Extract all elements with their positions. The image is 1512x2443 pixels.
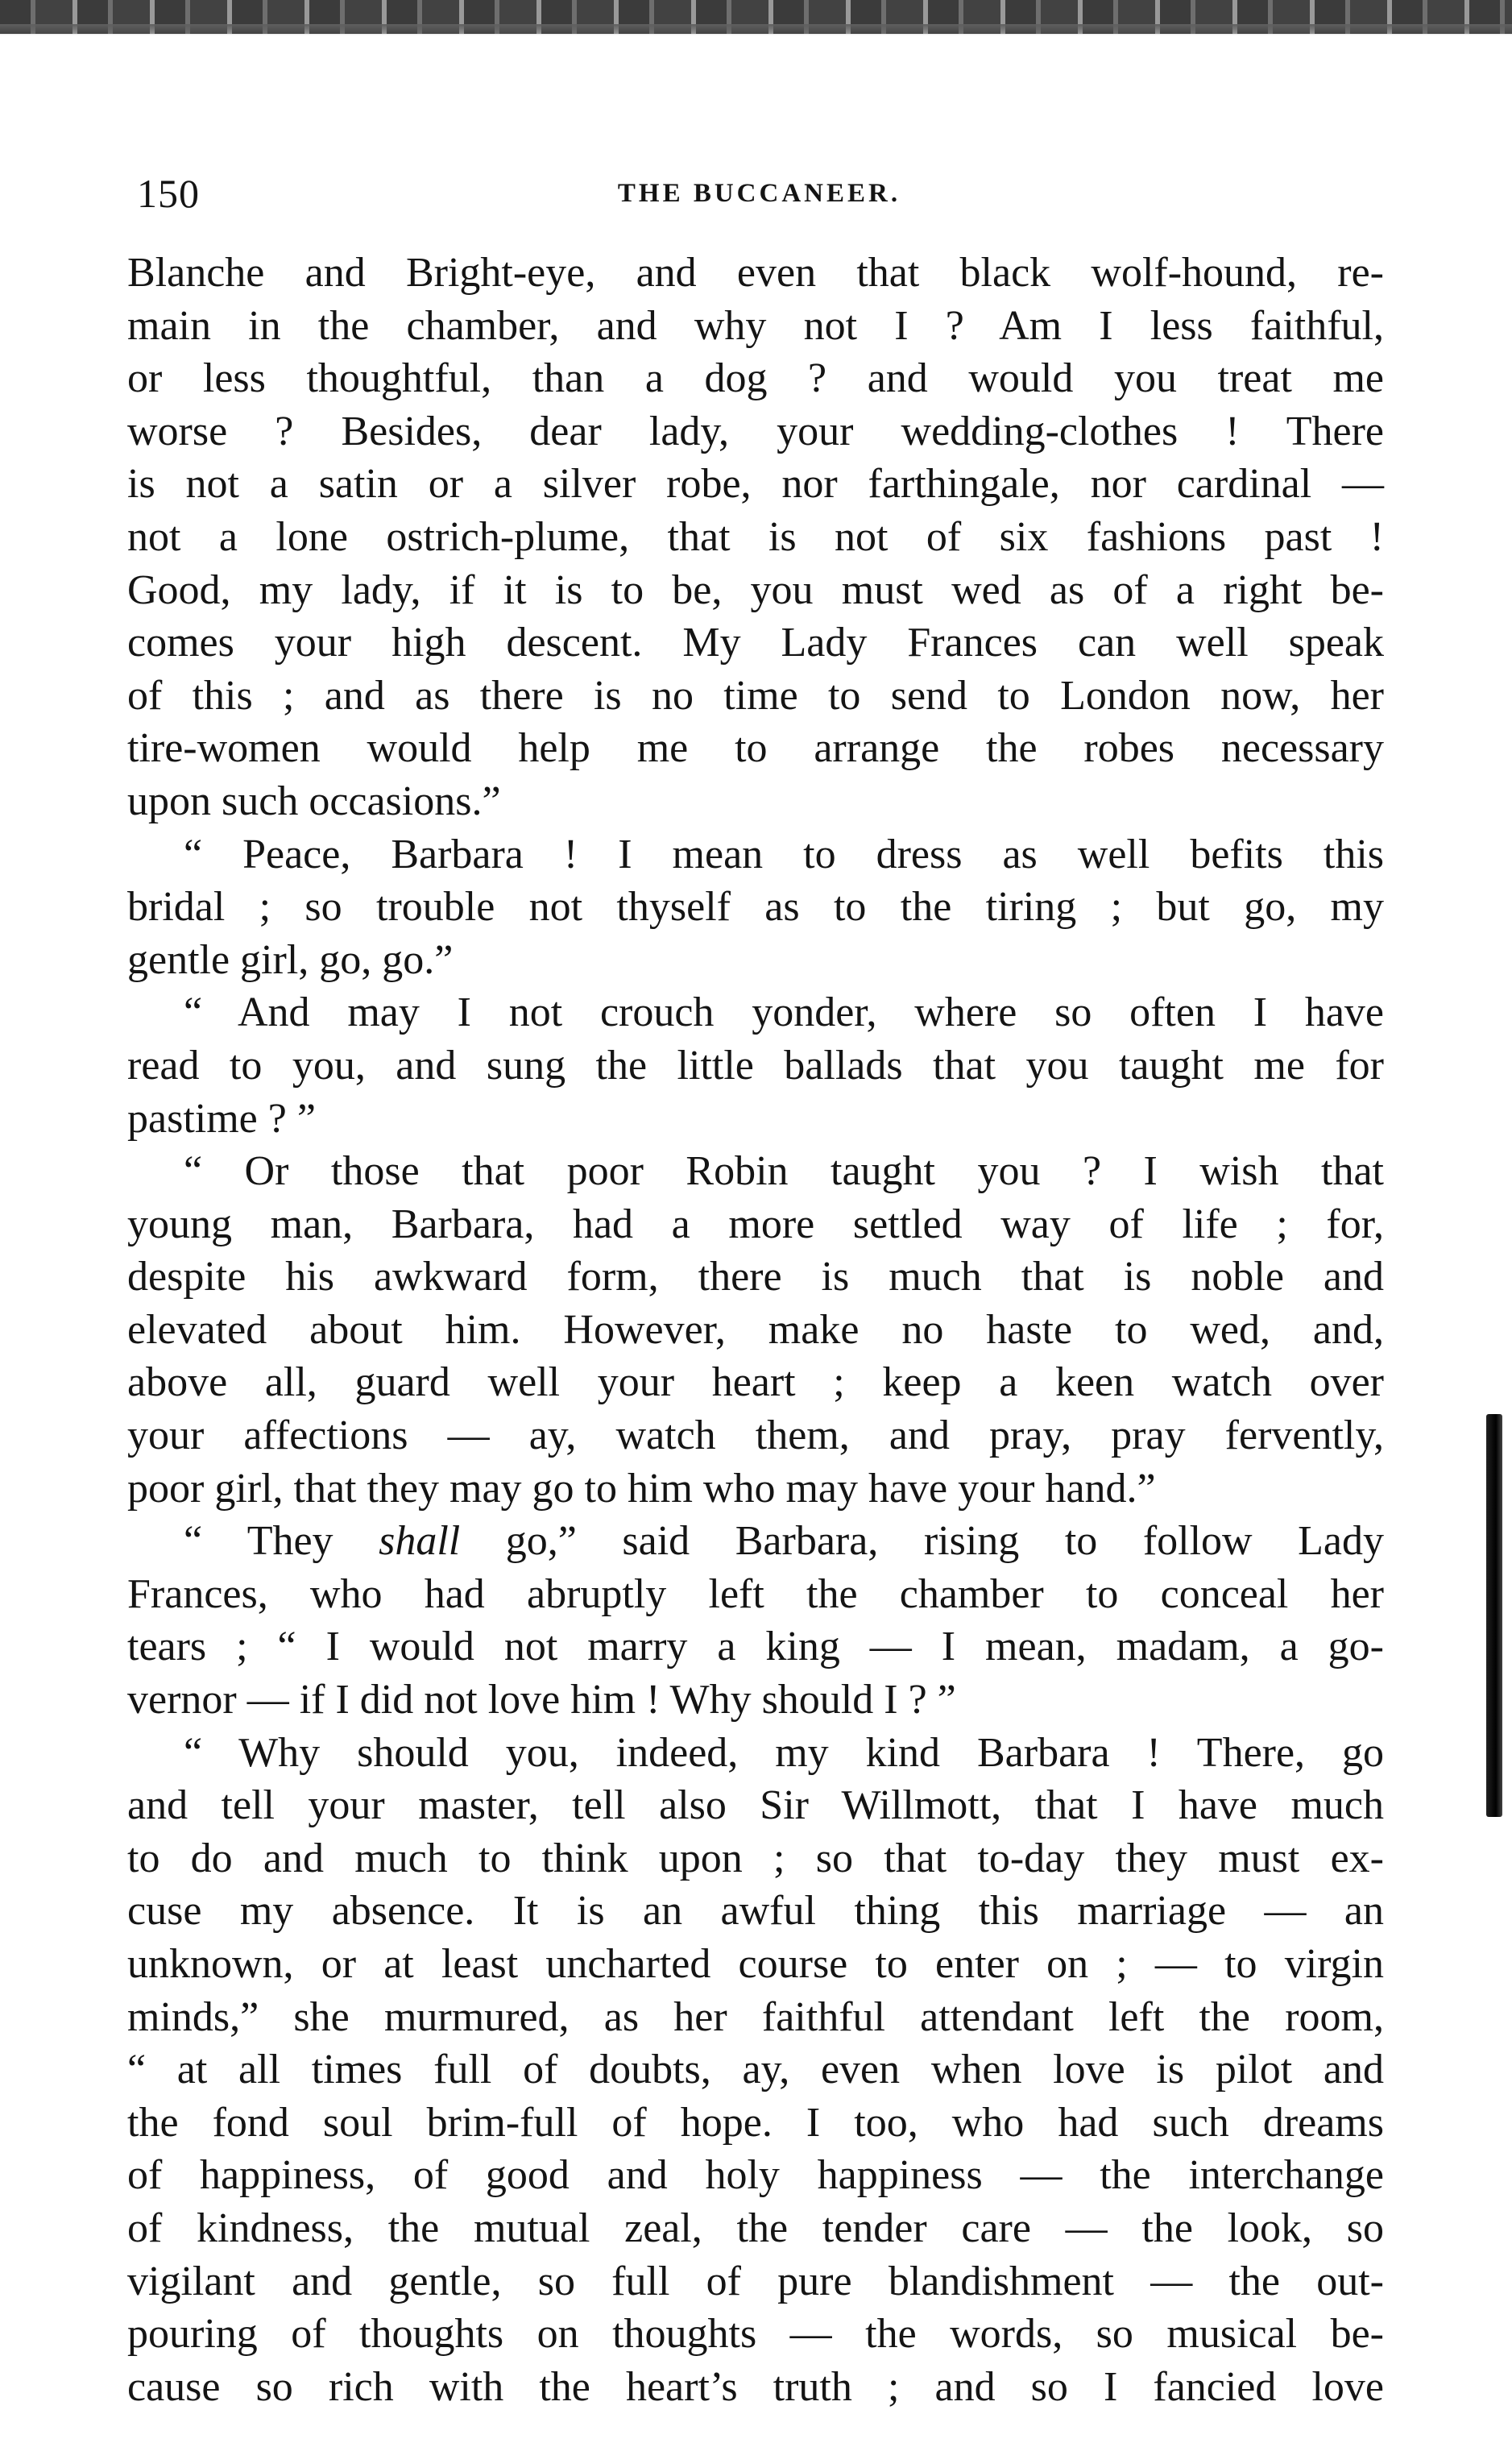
text-line: read to you, and sung the little ballads that you taught me for bbox=[127, 1042, 1384, 1089]
text-line: worse ? Besides, dear lady, your wedding-clothes ! There bbox=[127, 408, 1384, 454]
text-line: “ Peace, Barbara ! I mean to dress as well befits this bbox=[184, 831, 1384, 877]
text-line: “ And may I not crouch yonder, where so often I have bbox=[184, 989, 1384, 1036]
body-text bbox=[127, 247, 1384, 2413]
text-line: “ at all times full of doubts, ay, even when love is pilot and bbox=[127, 2047, 1384, 2093]
text-line: vigilant and gentle, so full of pure blandishment — the out- bbox=[127, 2258, 1384, 2304]
text-line: Good, my lady, if it is to be, you must wed as of a right be- bbox=[127, 566, 1384, 613]
text-line: “ Or those that poor Robin taught you ? I wish that bbox=[184, 1148, 1384, 1195]
text-line: tire-women would help me to arrange the robes necessary bbox=[127, 725, 1384, 772]
text-line: minds,” she murmured, as her faithful attendant left the room, bbox=[127, 1993, 1384, 2040]
text-line: gentle girl, go, go.” bbox=[127, 936, 454, 983]
page-header bbox=[137, 161, 1382, 226]
text-line: vernor — if I did not love him ! Why should I ? ” bbox=[127, 1677, 956, 1723]
scan-edge-artifact bbox=[0, 0, 1512, 34]
text-line: unknown, or at least uncharted course to enter on ; — to virgin bbox=[127, 1941, 1384, 1987]
text-line: bridal ; so trouble not thyself as to the tiring ; but go, my bbox=[127, 884, 1384, 931]
text-line: “ Why should you, indeed, my kind Barbara ! There, go bbox=[184, 1729, 1384, 1776]
text-line: poor girl, that they may go to him who may have your hand.” bbox=[127, 1465, 1156, 1512]
text-line-segment: “ They bbox=[184, 1518, 379, 1565]
text-line: above all, guard well your heart ; keep a keen watch over bbox=[127, 1359, 1384, 1406]
text-line: young man, Barbara, had a more settled way of life ; for, bbox=[127, 1201, 1384, 1247]
text-line: the fond soul brim-full of hope. I too, who had such dreams bbox=[127, 2099, 1384, 2146]
text-line: of happiness, of good and holy happiness — the interchange bbox=[127, 2152, 1384, 2199]
text-line: pouring of thoughts on thoughts — the words, so musical be- bbox=[127, 2311, 1384, 2358]
text-line bbox=[127, 1515, 1384, 1568]
text-line: elevated about him. However, make no haste to wed, and, bbox=[127, 1306, 1384, 1353]
text-line: cause so rich with the heart’s truth ; and so I fancied love bbox=[127, 2363, 1384, 2410]
text-line: not a lone ostrich-plume, that is not of six fashions past ! bbox=[127, 513, 1384, 560]
text-line: of this ; and as there is no time to send to London now, her bbox=[127, 672, 1384, 719]
text-line: Frances, who had abruptly left the chamber to conceal her bbox=[127, 1570, 1384, 1617]
text-line: is not a satin or a silver robe, nor farthingale, nor cardinal — bbox=[127, 461, 1384, 508]
running-head: THE BUCCANEER. bbox=[617, 179, 901, 208]
text-line: pastime ? ” bbox=[127, 1095, 316, 1142]
scan-margin-mark bbox=[1486, 1414, 1502, 1817]
text-line: to do and much to think upon ; so that to-day they must ex- bbox=[127, 1835, 1384, 1881]
text-line: your affections — ay, watch them, and pray, pray fervently, bbox=[127, 1412, 1384, 1459]
text-line: and tell your master, tell also Sir Willmott, that I have much bbox=[127, 1782, 1384, 1829]
text-line-segment: go,” said Barbara, rising to follow Lady bbox=[460, 1518, 1385, 1565]
text-line: upon such occasions.” bbox=[127, 778, 501, 824]
text-line: or less thoughtful, than a dog ? and would you treat me bbox=[127, 355, 1384, 402]
text-line: comes your high descent. My Lady Frances can well speak bbox=[127, 620, 1384, 666]
text-line: main in the chamber, and why not I ? Am I less faithful, bbox=[127, 302, 1384, 349]
text-line: tears ; “ I would not marry a king — I mean, madam, a go- bbox=[127, 1624, 1384, 1670]
text-line: cuse my absence. It is an awful thing this marriage — an bbox=[127, 1888, 1384, 1935]
text-line-emphasis: shall bbox=[379, 1518, 461, 1565]
text-line: Blanche and Bright-eye, and even that black wolf-hound, re- bbox=[127, 250, 1384, 296]
page-number: 150 bbox=[137, 171, 200, 216]
text-line: despite his awkward form, there is much that is noble and bbox=[127, 1254, 1384, 1300]
text-line: of kindness, the mutual zeal, the tender care — the look, so bbox=[127, 2205, 1384, 2251]
